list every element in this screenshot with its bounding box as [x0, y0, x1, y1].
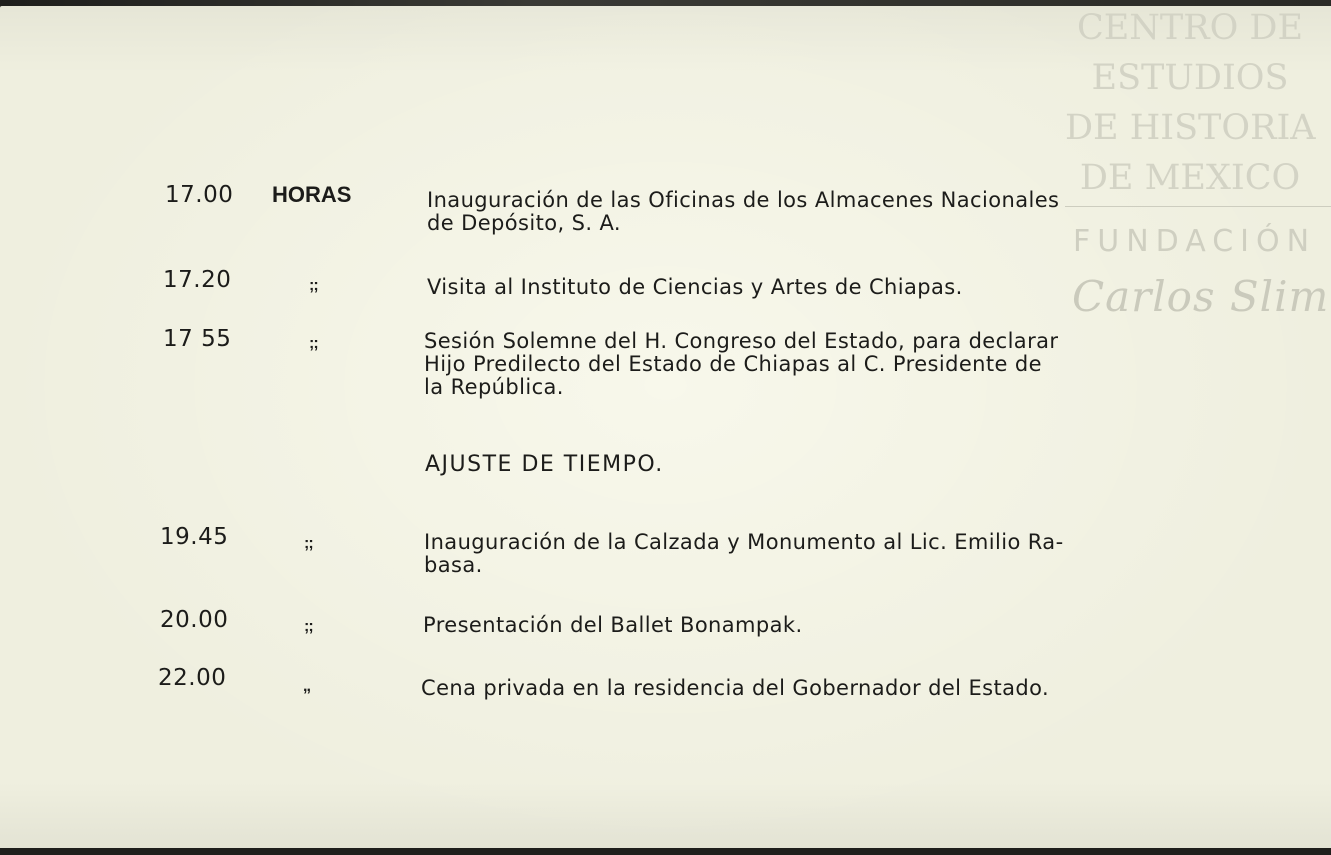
schedule-time: 19.45 [160, 524, 229, 550]
description-line: basa. [424, 553, 483, 577]
watermark-line-2: ESTUDIOS [1091, 58, 1289, 98]
schedule-description [427, 276, 1139, 299]
document-page [0, 6, 1331, 849]
description-line: de Depósito, S. A. [427, 211, 621, 235]
ditto-mark: ;; [304, 618, 313, 635]
schedule-unit-label: HORAS [272, 182, 352, 207]
schedule-description [427, 189, 1139, 235]
section-heading: AJUSTE DE TIEMPO. [425, 452, 664, 477]
ditto-mark: ;; [304, 535, 313, 552]
watermark-line-3: DE HISTORIA [1065, 108, 1316, 148]
watermark-line-4: DE MEXICO [1079, 158, 1301, 198]
schedule-description [421, 677, 1133, 700]
schedule-time: 17.20 [163, 267, 232, 293]
schedule-time: 20.00 [160, 607, 229, 633]
watermark-line-1: CENTRO DE [1076, 8, 1304, 48]
schedule-time: 17 55 [163, 326, 232, 352]
schedule-time: 22.00 [158, 665, 227, 691]
description-line: la República. [424, 375, 564, 399]
description-line: Cena privada en la residencia del Gobernador del Estado. [421, 676, 1050, 700]
ditto-mark: ;; [309, 335, 318, 352]
ditto-mark: ,, [303, 678, 310, 695]
watermark-signature: Carlos Slim [1072, 272, 1330, 321]
description-line: Inauguración de la Calzada y Monumento al Lic. Emilio Ra- [424, 530, 1064, 554]
schedule-description [424, 330, 1136, 399]
description-line: Presentación del Ballet Bonampak. [423, 613, 803, 637]
description-line: Visita al Instituto de Ciencias y Artes de Chiapas. [427, 275, 963, 299]
scan-bottom-edge [0, 848, 1331, 855]
description-line: Hijo Predilecto del Estado de Chiapas al C. Presidente de [424, 352, 1042, 376]
description-line: Inauguración de las Oficinas de los Almacenes Nacionales [427, 188, 1060, 212]
schedule-description [424, 531, 1136, 577]
description-line: Sesión Solemne del H. Congreso del Estado, para declarar [424, 329, 1059, 353]
schedule-description [423, 614, 1135, 637]
schedule-time: 17.00 [165, 182, 234, 208]
ditto-mark: ;; [309, 277, 318, 294]
watermark-fundacion: FUNDACIÓN [1073, 224, 1317, 259]
